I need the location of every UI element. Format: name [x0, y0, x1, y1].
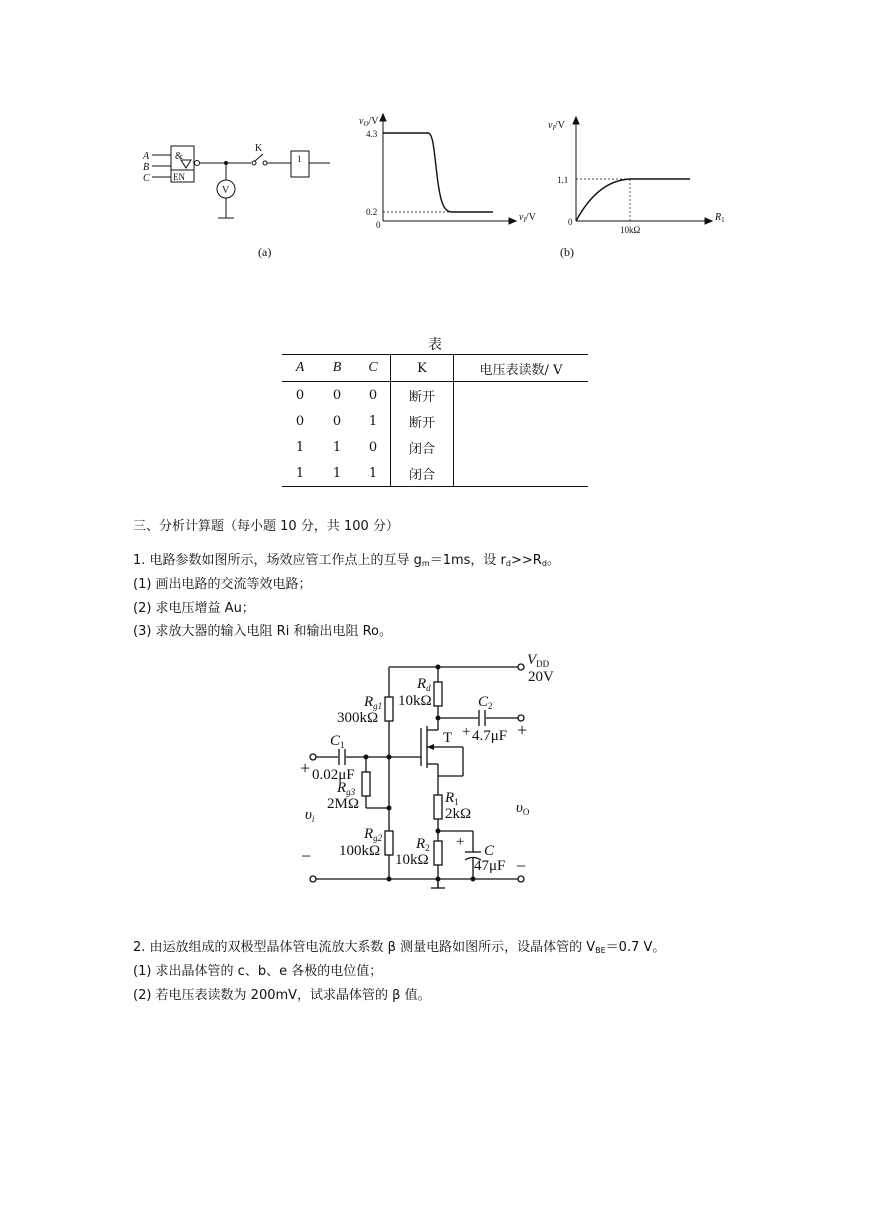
input-c-label: C [143, 173, 150, 184]
section-heading: 三、分析计算题（每小题 10 分，共 100 分） [133, 519, 399, 534]
r2-label: $R_2$ [416, 836, 430, 853]
cell-a: 0 [295, 387, 305, 403]
header-a: A [282, 355, 318, 382]
header-c: C [356, 355, 391, 382]
rg1-label: $R_{g1}$ [364, 694, 383, 711]
c-label: C [484, 843, 495, 859]
graph2-origin: 0 [568, 217, 573, 227]
q1-item-3: (3) 求放大器的输入电阻 Ri 和输出电阻 Ro。 [133, 624, 392, 639]
rd-label: $R_d$ [417, 676, 431, 693]
q2-item-1: (1) 求出晶体管的 c、b、e 各极的电位值； [133, 964, 383, 979]
r1-value: 2kΩ [445, 806, 472, 822]
cell-c: 0 [368, 439, 378, 455]
vi-label: $\upsilon_i$ [305, 807, 315, 824]
c-plus: + [456, 834, 465, 850]
c1-label: $C_1$ [330, 733, 345, 750]
cell-a: 1 [282, 460, 318, 487]
rg2-value: 100kΩ [339, 843, 381, 859]
en-label: EN [173, 172, 185, 182]
graph1-y-label: $v_O/V$ [359, 116, 379, 128]
cell-c: 1 [368, 413, 378, 429]
c2-label: $C_2$ [478, 694, 493, 711]
c2-plus: + [462, 724, 471, 740]
output-plus: + [517, 720, 528, 740]
c-value: 47μF [474, 858, 506, 874]
fet-label: T [443, 730, 453, 746]
rg3-value: 2MΩ [327, 796, 359, 812]
c2-value: 4.7μF [472, 728, 508, 744]
q1-item-2: (2) 求电压增益 Au； [133, 601, 255, 616]
cell-c: 0 [368, 387, 378, 403]
rg1-value: 300kΩ [337, 710, 379, 726]
input-minus: − [301, 846, 312, 866]
caption-a: (a) [258, 245, 272, 259]
cell-k: 闭合 [391, 460, 454, 487]
r1-label: $R_1$ [445, 790, 459, 807]
input-b-label: B [143, 162, 150, 173]
rg3-label: $R_{g3}$ [337, 780, 356, 797]
cell-a: 1 [295, 439, 305, 455]
switch-label: K [255, 143, 263, 154]
voltmeter-label: V [222, 185, 230, 196]
cell-c: 1 [356, 460, 391, 487]
rg2-label: $R_{g2}$ [364, 826, 383, 843]
input-a-label: A [143, 151, 150, 162]
cell-k: 断开 [391, 408, 454, 434]
cell-k: 闭合 [391, 434, 454, 460]
header-reading: 电压表读数/ V [454, 355, 589, 382]
vdd-label: $V_{DD}$ [527, 652, 550, 669]
graph2-y-tick: 1.1 [557, 175, 569, 185]
graph2-y-label: $v_I/V$ [548, 120, 565, 132]
cell-b: 0 [332, 387, 342, 403]
input-plus: + [300, 758, 311, 778]
q1-item-1: (1) 画出电路的交流等效电路； [133, 577, 312, 592]
cell-b: 1 [318, 460, 356, 487]
vdd-value: 20V [528, 669, 554, 685]
table-title: 表 [428, 337, 442, 353]
caption-b: (b) [560, 245, 574, 259]
vo-label: $\upsilon_O$ [516, 800, 530, 817]
r2-value: 10kΩ [395, 852, 429, 868]
graph1-y-high: 4.3 [366, 129, 378, 139]
graph1-y-low: 0.2 [366, 207, 378, 217]
graph2-x-label: $R_1$ [715, 212, 725, 224]
q1-intro: 1. 电路参数如图所示，场效应管工作点上的互导 $g_m=1ms$，设 $r_d>>R_d$。 [133, 553, 560, 568]
rd-value: 10kΩ [398, 693, 432, 709]
cell-k: 断开 [391, 382, 454, 409]
cell-b: 1 [332, 439, 342, 455]
cell-a: 0 [295, 413, 305, 429]
header-k: K [391, 355, 454, 382]
inverter-label: 1 [297, 154, 302, 164]
and-symbol: & [175, 151, 183, 162]
output-minus: − [516, 856, 527, 876]
q2-item-2: (2) 若电压表读数为 200mV，试求晶体管的 β 值。 [133, 988, 431, 1003]
graph1-origin: 0 [376, 220, 381, 230]
cell-b: 0 [332, 413, 342, 429]
graph1-x-label: $v_I/V$ [519, 212, 536, 224]
q2-intro: 2. 由运放组成的双极型晶体管电流放大系数 β 测量电路如图所示，设晶体管的 $V_{BE}=0.7$ V。 [133, 940, 666, 955]
c1-value: 0.02μF [312, 767, 355, 783]
graph2-x-tick: 10kΩ [620, 225, 641, 235]
header-b: B [318, 355, 356, 382]
